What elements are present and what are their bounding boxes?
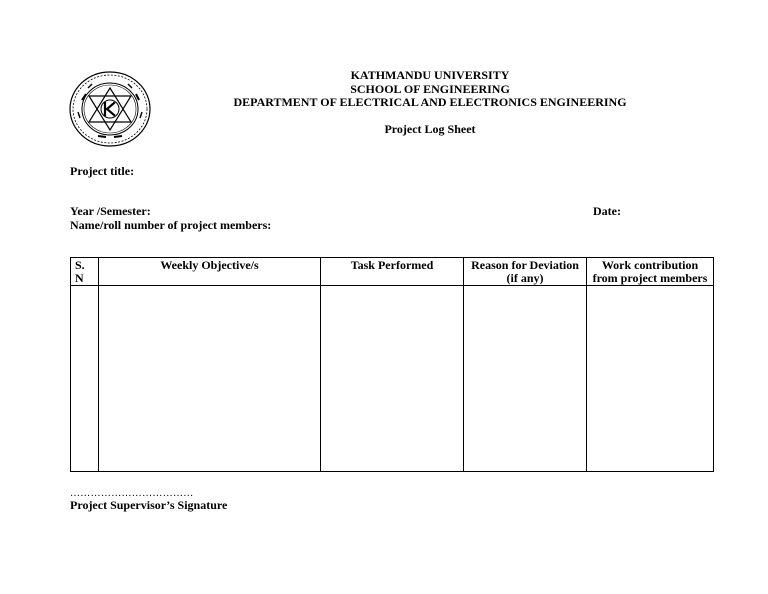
reason-line1: Reason for Deviation [471, 258, 579, 272]
school-name: SCHOOL OF ENGINEERING [350, 81, 510, 96]
work-line2: from project members [592, 271, 708, 285]
col-header-reason-for-deviation [464, 258, 587, 286]
table-row [71, 286, 714, 472]
university-name: KATHMANDU UNIVERSITY [350, 68, 510, 82]
document-header [190, 69, 670, 136]
project-title-label: Project title: [70, 164, 135, 178]
university-seal-icon [68, 70, 152, 148]
date-label: Date: [593, 204, 621, 218]
sn-line1: S. [75, 258, 85, 272]
work-line1: Work contribution [601, 258, 699, 272]
table-header-row [71, 258, 714, 286]
col-header-task-performed: Task Performed [321, 258, 464, 286]
cell-weekly-objectives[interactable] [99, 286, 321, 472]
col-header-work-contribution [587, 258, 714, 286]
department-name: DEPARTMENT OF ELECTRICAL AND ELECTRONICS ENGINEERING [233, 95, 627, 109]
col-header-weekly-objectives: Weekly Objective/s [99, 258, 321, 286]
sheet-title: Project Log Sheet [384, 121, 476, 136]
cell-task-performed[interactable] [321, 286, 464, 472]
log-table [70, 257, 714, 472]
cell-work-contribution[interactable] [587, 286, 714, 472]
cell-sn[interactable] [71, 286, 99, 472]
sn-line2: N [75, 271, 84, 285]
signature-label: Project Supervisor’s Signature [70, 498, 228, 512]
col-header-sn [71, 258, 99, 286]
signature-line: ……………………………… [70, 488, 194, 499]
reason-line2: (if any) [506, 271, 544, 285]
members-label: Name/roll number of project members: [70, 218, 272, 232]
cell-reason-for-deviation[interactable] [464, 286, 587, 472]
year-semester-label: Year /Semester: [70, 204, 151, 218]
